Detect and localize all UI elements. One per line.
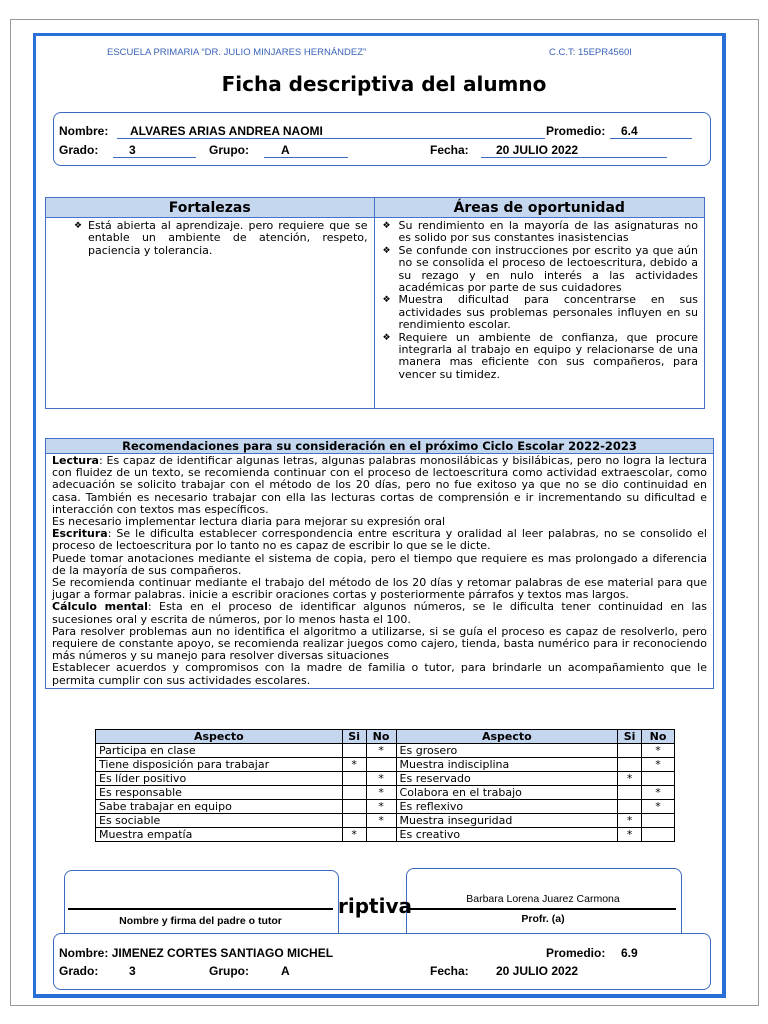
aspect-cell: Es responsable — [96, 786, 343, 800]
next-student-grade: 3 — [129, 964, 136, 978]
grade-label: Grado: — [59, 143, 99, 157]
parent-signature-line — [68, 908, 333, 910]
overlapping-title-fragment: riptiva — [338, 894, 412, 918]
teacher-name: Barbara Lorena Juarez Carmona — [466, 893, 620, 905]
student-grade: 3 — [129, 143, 136, 157]
date-label: Fecha: — [430, 143, 469, 157]
yes-header: Si — [618, 730, 642, 744]
no-cell: * — [642, 786, 675, 800]
aspect-cell: Es sociable — [96, 814, 343, 828]
next-student-name: JIMENEZ CORTES SANTIAGO MICHEL — [111, 946, 334, 960]
yes-cell — [618, 786, 642, 800]
next-name-label: Nombre: JIMENEZ CORTES SANTIAGO MICHEL — [59, 946, 334, 960]
opportunity-item: ❖ Se confunde con instrucciones por escrito ya que aún no se consolida el proceso de lectoescritura, debido a su rezago y en nulo interés a las actividades académicas por parte de sus cuidadores — [377, 245, 699, 295]
recommendations-box — [45, 438, 714, 689]
recommendations-body — [46, 454, 713, 688]
next-group-label: Grupo: — [209, 964, 249, 978]
yes-cell — [342, 814, 366, 828]
teacher-signature-box — [406, 868, 682, 942]
yes-cell: * — [342, 828, 366, 842]
table-row — [96, 814, 675, 828]
aspect-cell: Es reflexivo — [396, 800, 618, 814]
school-name: ESCUELA PRIMARIA “DR. JULIO MINJARES HERNÁNDEZ” — [107, 47, 367, 58]
average-label: Promedio: — [546, 124, 606, 138]
strengths-cell — [46, 218, 375, 409]
no-cell — [366, 758, 396, 772]
no-cell: * — [366, 772, 396, 786]
aspect-cell: Es grosero — [396, 744, 618, 758]
yes-header: Si — [342, 730, 366, 744]
aspect-cell: Sabe trabajar en equipo — [96, 800, 343, 814]
aspect-cell: Muestra indisciplina — [396, 758, 618, 772]
aspect-header: Aspecto — [396, 730, 618, 744]
opportunities-header: Áreas de oportunidad — [374, 198, 705, 218]
closing-paragraph: Establecer acuerdos y compromisos con la madre de familia o tutor, para brindarle un acompañamiento que le permita cumplir con sus actividades escolares. — [52, 661, 707, 687]
no-cell: * — [366, 744, 396, 758]
student-date: 20 JULIO 2022 — [496, 143, 579, 157]
aspect-cell: Tiene disposición para trabajar — [96, 758, 343, 772]
yes-cell — [618, 758, 642, 772]
table-row — [96, 800, 675, 814]
group-underline — [264, 157, 348, 158]
table-row — [96, 772, 675, 786]
next-student-group: A — [281, 964, 290, 978]
no-cell: * — [642, 744, 675, 758]
no-cell: * — [366, 800, 396, 814]
lectura-extra: Es necesario implementar lectura diaria para mejorar su expresión oral — [52, 515, 446, 529]
aspect-cell: Muestra empatía — [96, 828, 343, 842]
escritura-label: Escritura — [52, 527, 108, 541]
yes-cell — [342, 786, 366, 800]
no-cell — [366, 828, 396, 842]
calculo-text: : Esta en el proceso de identificar algunos números, se le dificulta tener continuidad en las sucesiones oral y escrita de números, por lo menos hasta el 100. — [52, 600, 707, 626]
yes-cell — [618, 800, 642, 814]
escritura-extra: Se recomienda continuar mediante el trabajo del método de los 20 días y retomar palabras de ese material para que jugar a formar palabras. inicie a escribir oraciones cortas y posteriormente párrafos y textos mas largos. — [52, 576, 707, 602]
school-cct: C.C.T: 15EPR4560I — [549, 47, 632, 58]
yes-cell: * — [618, 772, 642, 786]
calculo-extra: Para resolver problemas aun no identifica el algoritmo a utilizarse, si se guía el proceso es capaz de resolverlo, pero requiere de constante apoyo, se recomienda realizar juegos como cajero, tienda, basta numérico para ir reconociendo más números y su manejo para resolver diversas situaciones — [52, 624, 707, 663]
teacher-signature-label: Profr. (a) — [521, 913, 565, 925]
escritura-text: : Se le dificulta establecer correspondencia entre escritura y oralidad al leer palabras, no se consolido el proceso de lectoescritura por lo tanto no es capaz de escribir lo que se le dicte. — [52, 527, 707, 553]
next-grade-label: Grado: — [59, 964, 99, 978]
no-cell: * — [366, 814, 396, 828]
aspects-table — [95, 729, 675, 842]
lectura-paragraph — [52, 455, 707, 516]
next-date-label: Fecha: — [430, 964, 469, 978]
opportunity-item: ❖ Muestra dificultad para concentrarse en sus actividades sus problemas personales influyen en su rendimiento escolar. — [377, 294, 699, 331]
no-cell: * — [366, 786, 396, 800]
aspect-cell: Es líder positivo — [96, 772, 343, 786]
yes-cell: * — [618, 814, 642, 828]
grade-underline — [113, 157, 196, 158]
recommendations-header: Recomendaciones para su consideración en el próximo Ciclo Escolar 2022-2023 — [46, 439, 713, 454]
yes-cell — [342, 744, 366, 758]
student-average: 6.4 — [621, 124, 638, 138]
group-label: Grupo: — [209, 143, 249, 157]
escritura-extra: Puede tomar anotaciones mediante el sistema de copia, pero el tiempo que requiere es mas prolongado a diferencia de la mayoría de sus compañeros. — [52, 551, 707, 577]
strengths-header: Fortalezas — [46, 198, 375, 218]
strength-item: ❖ Está abierta al aprendizaje. pero requiere que se entable un ambiente de atención, respeto, paciencia y tolerancia. — [48, 220, 368, 257]
yes-cell — [618, 744, 642, 758]
no-cell — [642, 814, 675, 828]
aspect-cell: Es reservado — [396, 772, 618, 786]
next-average-label: Promedio: — [546, 946, 606, 960]
opportunity-item: ❖ Requiere un ambiente de confianza, que procure integrarla al trabajo en equipo y relacionarse de una manera mas eficiente con sus compañeros, para vencer su timidez. — [377, 332, 699, 382]
calculo-paragraph — [52, 601, 707, 625]
average-underline — [610, 138, 692, 139]
table-row — [96, 758, 675, 772]
aspect-cell: Colabora en el trabajo — [396, 786, 618, 800]
aspect-cell: Muestra inseguridad — [396, 814, 618, 828]
aspect-header: Aspecto — [96, 730, 343, 744]
calculo-label: Cálculo mental — [52, 600, 148, 614]
page-title: Ficha descriptiva del alumno — [221, 72, 547, 96]
teacher-signature-line — [410, 908, 676, 910]
name-underline — [117, 138, 545, 139]
opportunity-item: ❖ Su rendimiento en la mayoría de las asignaturas no es solido por sus constantes inasistencias — [377, 220, 699, 245]
yes-cell — [342, 800, 366, 814]
table-row — [96, 786, 675, 800]
student-group: A — [281, 143, 290, 157]
aspect-cell: Es creativo — [396, 828, 618, 842]
opportunities-cell — [374, 218, 705, 409]
no-header: No — [366, 730, 396, 744]
yes-cell: * — [342, 758, 366, 772]
next-student-info-box — [53, 933, 711, 990]
table-row — [96, 744, 675, 758]
no-cell — [642, 828, 675, 842]
no-cell: * — [642, 800, 675, 814]
escritura-paragraph — [52, 528, 707, 552]
no-cell: * — [642, 758, 675, 772]
table-row — [96, 828, 675, 842]
lectura-label: Lectura — [52, 454, 99, 467]
no-header: No — [642, 730, 675, 744]
next-student-average: 6.9 — [621, 946, 638, 960]
next-student-date: 20 JULIO 2022 — [496, 964, 579, 978]
date-underline — [481, 157, 667, 158]
aspect-rows — [96, 744, 675, 842]
name-label: Nombre: — [59, 124, 109, 138]
lectura-text: : Es capaz de identificar algunas letras, algunas palabras monosilábicas y bisilábicas, pero no logra la lectura con fluidez de un texto, se recomienda continuar con el proceso de lectoescritura como actividad extraescolar, como adecuación se solicito trabajar con el método de los 20 días, pero no fue exitoso ya que no se dio continuidad en casa. También es necesario trabajar con ella las lecturas cortas de comprensión e ir incrementando su dificultad e interacción con textos mas específicos. — [52, 454, 707, 516]
yes-cell — [342, 772, 366, 786]
strengths-opportunities-table — [45, 197, 705, 409]
parent-signature-label: Nombre y firma del padre o tutor — [119, 915, 282, 927]
aspect-cell: Participa en clase — [96, 744, 343, 758]
student-name: ALVARES ARIAS ANDREA NAOMI — [130, 124, 323, 138]
no-cell — [642, 772, 675, 786]
yes-cell: * — [618, 828, 642, 842]
